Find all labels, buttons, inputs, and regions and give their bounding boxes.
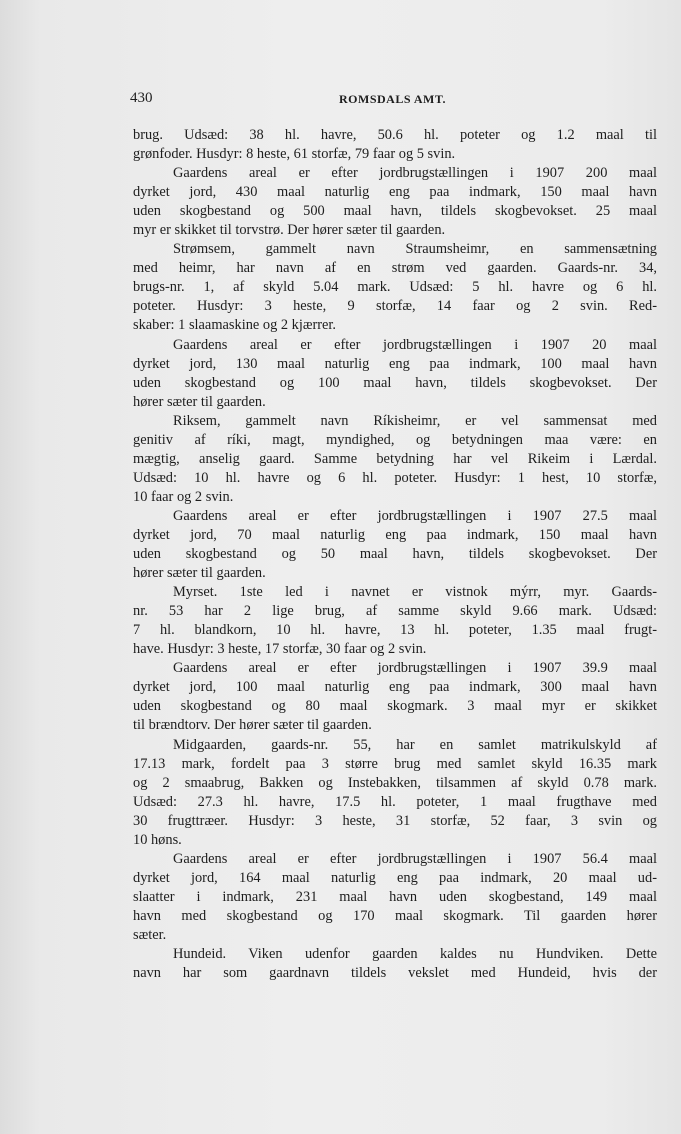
- text-line: hører sæter til gaarden.: [133, 393, 266, 410]
- text-line: havn med skogbestand og 170 maal skogmark. Til gaarden hører: [133, 907, 657, 924]
- text-line: Gaardens areal er efter jordbrugstællingen i 1907 20 maal: [173, 336, 657, 353]
- text-line: have. Husdyr: 3 heste, 17 storfæ, 30 faar og 2 svin.: [133, 641, 427, 658]
- text-line: og 2 smaabrug, Bakken og Instebakken, tilsammen af skyld 0.78 mark.: [133, 774, 657, 791]
- text-line: 7 hl. blandkorn, 10 hl. havre, 13 hl. poteter, 1.35 maal frugt-: [133, 622, 657, 639]
- text-line: myr er skikket til torvstrø. Der hører sæter til gaarden.: [133, 222, 446, 239]
- text-line: Riksem, gammelt navn Ríkisheimr, er vel sammensat med: [173, 412, 657, 429]
- text-line: uden skogbestand og 50 maal havn, tildels skogbevokset. Der: [133, 546, 657, 563]
- text-line: Gaardens areal er efter jordbrugstællingen i 1907 27.5 maal: [173, 507, 657, 524]
- text-line: dyrket jord, 70 maal naturlig eng paa indmark, 150 maal havn: [133, 526, 657, 543]
- text-line: Gaardens areal er efter jordbrugstællingen i 1907 39.9 maal: [173, 660, 657, 677]
- text-line: Udsæd: 10 hl. havre og 6 hl. poteter. Husdyr: 1 hest, 10 storfæ,: [133, 469, 657, 486]
- text-line: 17.13 mark, fordelt paa 3 større brug med samlet skyld 16.35 mark: [133, 755, 657, 772]
- text-line: uden skogbestand og 100 maal havn, tildels skogbevokset. Der: [133, 374, 657, 391]
- text-line: dyrket jord, 130 maal naturlig eng paa indmark, 100 maal havn: [133, 355, 657, 372]
- text-line: med heimr, har navn af en strøm ved gaarden. Gaards-nr. 34,: [133, 260, 657, 277]
- text-line: Gaardens areal er efter jordbrugstællingen i 1907 56.4 maal: [173, 850, 657, 867]
- text-line: 30 frugttræer. Husdyr: 3 heste, 31 storfæ, 52 faar, 3 svin og: [133, 812, 657, 829]
- text-line: Gaardens areal er efter jordbrugstællingen i 1907 200 maal: [173, 165, 657, 182]
- text-line: Udsæd: 27.3 hl. havre, 17.5 hl. poteter, 1 maal frugthave med: [133, 793, 657, 810]
- text-line: poteter. Husdyr: 3 heste, 9 storfæ, 14 faar og 2 svin. Red-: [133, 298, 657, 315]
- text-line: dyrket jord, 430 maal naturlig eng paa indmark, 150 maal havn: [133, 184, 657, 201]
- body-text: [133, 126, 657, 983]
- page-header: [130, 90, 655, 112]
- page-number: 430: [130, 90, 153, 106]
- text-line: brugs-nr. 1, af skyld 5.04 mark. Udsæd: 5 hl. havre og 6 hl.: [133, 279, 657, 296]
- text-line: 10 faar og 2 svin.: [133, 488, 234, 505]
- text-line: nr. 53 har 2 lige brug, af samme skyld 9.66 mark. Udsæd:: [133, 603, 657, 620]
- text-line: grønfoder. Husdyr: 8 heste, 61 storfæ, 79 faar og 5 svin.: [133, 146, 456, 163]
- text-line: dyrket jord, 100 maal naturlig eng paa indmark, 300 maal havn: [133, 679, 657, 696]
- text-line: mægtig, anselig gaard. Samme betydning har vel Rikeim i Lærdal.: [133, 450, 657, 467]
- text-line: brug. Udsæd: 38 hl. havre, 50.6 hl. poteter og 1.2 maal til: [133, 127, 657, 143]
- text-line: genitiv af ríki, magt, myndighed, og betydningen maa være: en: [133, 431, 657, 448]
- text-line: slaatter i indmark, 231 maal havn uden skogbestand, 149 maal: [133, 888, 657, 905]
- text-line: dyrket jord, 164 maal naturlig eng paa indmark, 20 maal ud-: [133, 869, 657, 886]
- text-line: Strømsem, gammelt navn Straumsheimr, en sammensætning: [173, 241, 657, 258]
- text-line: Hundeid. Viken udenfor gaarden kaldes nu Hundviken. Dette: [173, 946, 657, 963]
- text-line: hører sæter til gaarden.: [133, 565, 266, 582]
- text-line: sæter.: [133, 926, 167, 943]
- text-line: uden skogbestand og 500 maal havn, tildels skogbevokset. 25 maal: [133, 203, 657, 220]
- running-title: ROMSDALS AMT.: [339, 92, 446, 106]
- text-line: til brændtorv. Der hører sæter til gaarden.: [133, 717, 372, 734]
- text-line: navn har som gaardnavn tildels vekslet med Hundeid, hvis der: [133, 965, 657, 982]
- text-line: uden skogbestand og 80 maal skogmark. 3 maal myr er skikket: [133, 698, 657, 715]
- text-line: skaber: 1 slaamaskine og 2 kjærrer.: [133, 317, 337, 334]
- text-line: Midgaarden, gaards-nr. 55, har en samlet matrikulskyld af: [173, 736, 657, 753]
- text-line: 10 høns.: [133, 831, 182, 848]
- text-line: Myrset. 1ste led i navnet er vistnok mýrr, myr. Gaards-: [173, 584, 657, 601]
